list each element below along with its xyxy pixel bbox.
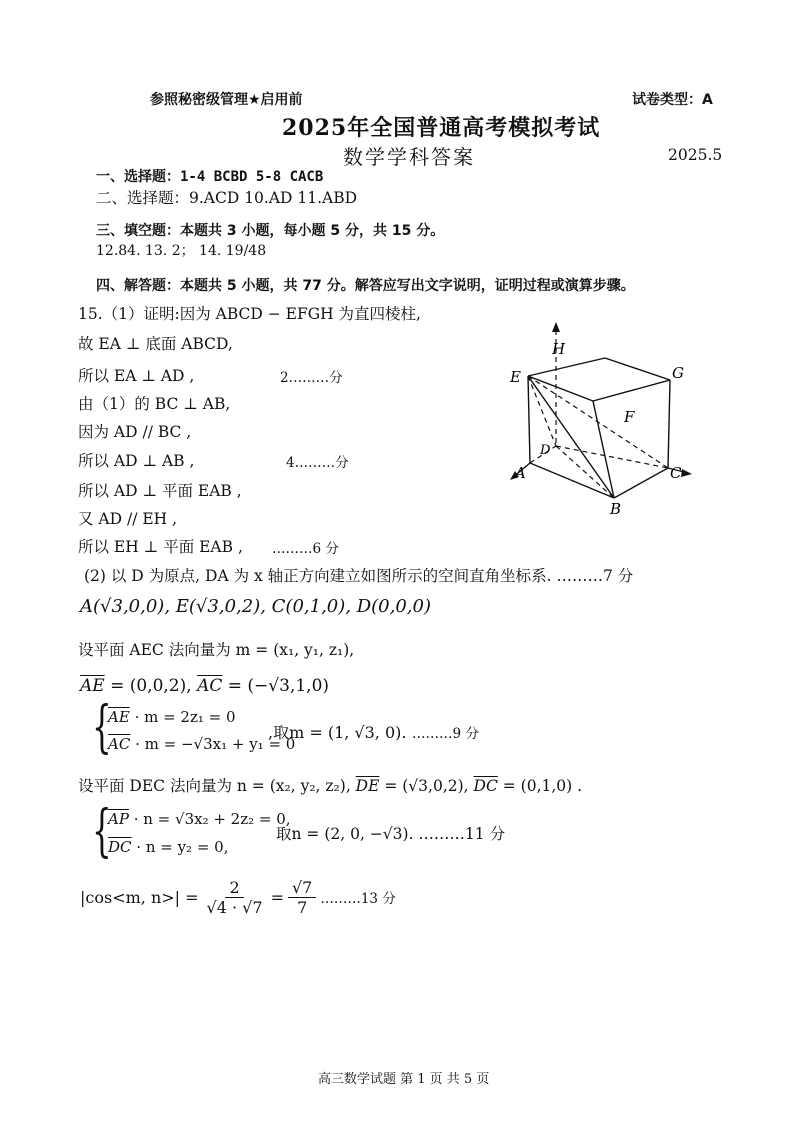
- normal-m-value: ,取m = (1, √3, 0).: [268, 723, 407, 742]
- proof-line-5: 因为 AD // BC ,: [78, 423, 192, 441]
- score-9: ………9 分: [412, 726, 479, 742]
- vector-dc: $\overline{DC}$: [473, 777, 498, 795]
- proof-line-8: 又 AD // EH ,: [78, 510, 178, 528]
- score-6: ………6 分: [272, 541, 339, 557]
- fill-answers: 12.84. 13. 2； 14. 19/48: [96, 243, 267, 259]
- page-footer: 高三数学试题 第 1 页 共 5 页: [318, 1072, 490, 1087]
- choice-answers-2: 二、选择题：9.ACD 10.AD 11.ABD: [96, 189, 358, 207]
- fill-heading: 三、填空题：本题共 3 小题，每小题 5 分，共 15 分。: [96, 223, 445, 239]
- normal-n-value: 取n = (2, 0, −√3). ………11 分: [276, 825, 506, 843]
- part2-setup: (2) 以 D 为原点, DA 为 x 轴正方向建立如图所示的空间直角坐标系. ………7 分: [84, 567, 634, 585]
- label-f: F: [624, 408, 635, 426]
- label-e: E: [510, 368, 521, 386]
- cosine-result: |cos<m, n>| = $\frac{2}{√4 \cdot √7}$ = $\frac{√7}{7}$ ………13 分: [80, 877, 396, 917]
- vectors-ae-ac: $\overline{AE} = (0,0,2)$, $\overline{AC} = (-√3,1,0)$: [80, 676, 330, 696]
- vector-ac: $\overline{AC}$: [197, 676, 223, 696]
- page-title: 2025年全国普通高考模拟考试: [282, 115, 601, 141]
- page-subtitle: 数学学科答案: [343, 145, 475, 169]
- score-13: ………13 分: [320, 891, 396, 907]
- solve-heading: 四、解答题：本题共 5 小题，共 77 分。解答应写出文字说明，证明过程或演算步骤。: [96, 278, 635, 294]
- equation-ae-m: $\overline{AE} \cdot m = 2z_1 = 0$: [108, 708, 236, 726]
- fraction-1: $\frac{2}{√4 \cdot √7}$: [206, 877, 263, 917]
- proof-line-3: 所以 EA ⊥ AD ,: [78, 367, 195, 385]
- exam-date: 2025.5: [668, 146, 723, 164]
- label-b: B: [610, 500, 622, 518]
- label-h: H: [552, 340, 566, 358]
- label-g: G: [672, 364, 684, 382]
- equation-ap-n: $\overline{AP} \cdot n = √3x_2 + 2z_2 = 0$,: [108, 810, 291, 828]
- proof-line-2: 故 EA ⊥ 底面 ABCD,: [78, 335, 233, 353]
- proof-line-1: 15.（1）证明:因为 ABCD − EFGH 为直四棱柱,: [78, 305, 421, 323]
- equation-ac-m: $\overline{AC} \cdot m = -√3x_1 + y_1 = 0$: [108, 735, 296, 753]
- proof-line-6: 所以 AD ⊥ AB ,: [78, 452, 195, 470]
- plane-dec-normal: 设平面 DEC 法向量为 n = (x₂, y₂, z₂), $\overline{DE} = (√3,0,2)$, $\overline{DC} = (0,1,0)$ .: [78, 777, 583, 795]
- choice-answers-1: 一、选择题：1-4 BCBD 5-8 CACB: [96, 169, 324, 185]
- fraction-2: $\frac{√7}{7}$: [288, 878, 316, 917]
- proof-line-7: 所以 AD ⊥ 平面 EAB ,: [78, 482, 242, 500]
- proof-line-4: 由（1）的 BC ⊥ AB,: [78, 395, 231, 413]
- prism-figure: [500, 318, 700, 523]
- equation-dc-n: $\overline{DC} \cdot n = y_2 = 0$,: [108, 838, 229, 856]
- score-2: 2………分: [280, 370, 343, 386]
- proof-line-9: 所以 EH ⊥ 平面 EAB ,: [78, 538, 243, 556]
- label-c: C: [670, 464, 682, 482]
- label-a: A: [515, 464, 526, 482]
- confidential-label: 参照秘密级管理★启用前: [150, 92, 303, 108]
- vector-ae: $\overline{AE}$: [80, 676, 105, 696]
- vector-de: $\overline{DE}$: [355, 777, 380, 795]
- paper-type: 试卷类型：A: [632, 92, 713, 108]
- label-d: D: [540, 443, 551, 458]
- point-coordinates: A(√3,0,0), E(√3,0,2), C(0,1,0), D(0,0,0): [80, 596, 431, 617]
- system-brace-2: {: [92, 799, 112, 864]
- plane-aec-normal: 设平面 AEC 法向量为 m = (x₁, y₁, z₁),: [78, 641, 355, 659]
- score-4: 4………分: [286, 455, 349, 471]
- system-brace-1: {: [92, 695, 112, 760]
